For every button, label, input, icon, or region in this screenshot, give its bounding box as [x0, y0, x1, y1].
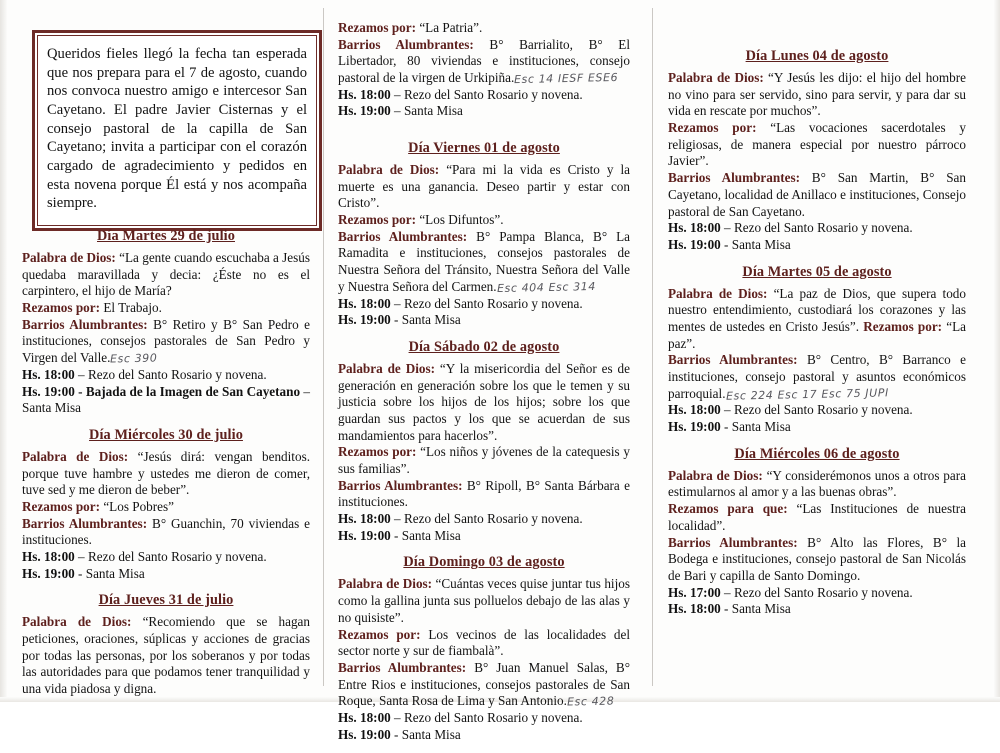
rezamos-line: [338, 212, 630, 229]
schedule-text: - Santa Misa: [394, 726, 461, 742]
schedule-line: [338, 312, 630, 329]
barrios-label: Barrios Alumbrantes:: [338, 36, 490, 52]
schedule-text: – Rezo del Santo Rosario y novena.: [394, 709, 583, 725]
palabra-de-dios-text: “Cuántas veces quise juntar tus hijos como la gallina junta sus polluelos debajo de las alas y no quisiste”.: [338, 576, 630, 625]
day-body: [22, 449, 310, 583]
schedule-line: [22, 549, 310, 566]
schedule-time: Hs. 19:00: [668, 419, 725, 435]
barrios-line: [338, 37, 630, 87]
rezamos-line: [338, 444, 630, 477]
palabra-de-dios-text: “Y Jesús les dijo: el hijo del hombre no vino para ser servido, sino para servir, y para dar su vida en rescate por muchos”.: [668, 70, 966, 119]
barrios-line: [338, 478, 630, 511]
schedule-suffix: – Santa Misa: [22, 383, 311, 416]
palabra-de-dios-text: “Y considerémonos unos a otros para estimularnos al amor y a las buenas obras”.: [668, 467, 966, 500]
palabra-de-dios-label: Palabra de Dios:: [338, 162, 447, 177]
rezamos-label: Rezamos por:: [338, 212, 420, 228]
intro-paragraph: Queridos fieles llegó la fecha tan esperada que nos prepara para el 7 de agosto, cuando nos convoca nuestro amigo e intercesor San Cayetano. El padre Javier Cisternas y el consejo pastoral de la capilla de San Cayetano; invita a participar con el corazón cargado de agradecimiento y pedidos en esta novena porque Él está y nos acompaña siempre.: [47, 46, 307, 212]
palabra-de-dios-text: “Recomiendo que se hagan peticiones, oraciones, súplicas y acciones de gracias por todas las personas, por los soberanos y por todas las autoridades para que podamos tener tranquilidad y una vida piadosa y digna.: [22, 614, 310, 697]
schedule-time: Hs. 18:00: [668, 402, 725, 418]
rezamos-text: “Los Difuntos”.: [419, 212, 504, 228]
schedule-time: Hs. 19:00: [338, 726, 395, 742]
schedule-text: – Rezo del Santo Rosario y novena.: [394, 511, 583, 527]
palabra-de-dios-text: “La paz de Dios, que supera todo nuestro entendimiento, custodiará los corazones y las mentes de ustedes en Cristo Jesús”.: [668, 285, 966, 334]
column-2-days: [338, 130, 630, 753]
day-title: Día Sábado 02 de agosto: [408, 338, 560, 355]
rezamos-text: “Los niños y jóvenes de la catequesis y sus familias”.: [338, 444, 630, 476]
palabra-de-dios-line: [668, 468, 966, 501]
rezamos-line: [338, 20, 630, 37]
rezamos-text: “Los Pobres”: [103, 498, 174, 514]
rezamos-line: [338, 627, 630, 660]
rezamos-line: [22, 499, 310, 516]
schedule-text: – Rezo del Santo Rosario y novena.: [394, 86, 583, 102]
palabra-de-dios-text: “Para mi la vida es Cristo y la muerte es una ganancia. Deseo partir y estar con Cristo”.: [338, 162, 630, 211]
palabra-de-dios-text: “La gente cuando escuchaba a Jesús quedaba maravillada y decia: ¿Éste no es el carpintero, el hijo de María?: [22, 250, 310, 299]
day-block: [22, 228, 310, 417]
palabra-de-dios-label: Palabra de Dios:: [22, 448, 138, 464]
barrios-label: Barrios Alumbrantes:: [338, 228, 477, 244]
day-block: [22, 592, 310, 697]
day-title: Día Viernes 01 de agosto: [408, 140, 560, 156]
schedule-time: Hs. 18:00: [338, 709, 395, 725]
schedule-line: [338, 727, 630, 744]
palabra-de-dios-label: Palabra de Dios:: [668, 285, 774, 301]
schedule-line: [22, 566, 310, 583]
barrios-line: [22, 317, 310, 367]
day-body: [338, 361, 630, 545]
column-2-continuation: [338, 20, 630, 120]
barrios-line: [668, 170, 966, 220]
day-body: [668, 468, 966, 618]
day-block: [338, 339, 630, 545]
barrios-text: B° Centro, B° Barranco e instituciones, consejo pastoral y asuntos económicos parroquial.: [668, 352, 966, 401]
schedule-line: [668, 237, 966, 254]
rezamos-text: “Las vocaciones sacerdotales y religiosas, de manera especial por nuestro párroco Javier”.: [668, 120, 966, 169]
barrios-label: Barrios Alumbrantes:: [668, 352, 807, 368]
day-block: [668, 446, 966, 618]
schedule-line: [668, 601, 966, 618]
schedule-time: Hs. 18:00: [22, 549, 79, 564]
rezamos-label: Rezamos por:: [859, 318, 947, 334]
day-block: [22, 427, 310, 583]
barrios-label: Barrios Alumbrantes:: [338, 477, 467, 493]
day-title: Día Miércoles 30 de julio: [89, 426, 243, 443]
schedule-line: [338, 710, 630, 727]
rezamos-line: [668, 120, 966, 170]
palabra-de-dios-line: [22, 614, 310, 697]
barrios-line: [22, 516, 310, 549]
palabra-de-dios-line: [338, 361, 630, 444]
day-body: [338, 576, 630, 743]
barrios-text: B° Alto las Flores, B° la Bodega e instituciones, consejo pastoral de San Nicolás de Bari y capilla de Santo Domingo.: [668, 534, 966, 583]
handwritten-annotation: Esc 14 IESF ESE6: [514, 70, 619, 87]
schedule-text: - Bajada de la Imagen de San Cayetano: [78, 383, 301, 399]
schedule-time: Hs. 17:00: [668, 584, 725, 600]
day-block: [668, 48, 966, 254]
palabra-de-dios-label: Palabra de Dios:: [338, 576, 436, 592]
schedule-line: [668, 419, 966, 436]
rezamos-label: Rezamos por:: [22, 300, 104, 316]
barrios-line: [668, 535, 966, 585]
schedule-text: – Rezo del Santo Rosario y novena.: [394, 295, 583, 311]
day-title: Día Domingo 03 de agosto: [403, 554, 565, 571]
schedule-time: Hs. 18:00: [338, 295, 395, 311]
barrios-line: [668, 352, 966, 402]
barrios-text: B° Guanchin, 70 viviendas e instituciones.: [22, 515, 310, 548]
rezamos-label: Rezamos para que:: [668, 501, 797, 517]
schedule-time: Hs. 18:00: [338, 511, 395, 527]
schedule-time: Hs. 18:00: [338, 86, 395, 102]
palabra-de-dios-label: Palabra de Dios:: [668, 467, 767, 483]
column-3-days: [668, 38, 966, 628]
barrios-label: Barrios Alumbrantes:: [668, 534, 808, 550]
barrios-label: Barrios Alumbrantes:: [22, 515, 153, 531]
palabra-de-dios-label: Palabra de Dios:: [22, 250, 120, 265]
palabra-de-dios-label: Palabra de Dios:: [22, 614, 143, 630]
schedule-time: Hs. 19:00: [22, 383, 79, 399]
palabra-de-dios-line: [338, 576, 630, 626]
day-body: [668, 286, 966, 436]
intro-box-inner: [37, 35, 317, 226]
schedule-text: – Rezo del Santo Rosario y novena.: [724, 220, 913, 236]
schedule-time: Hs. 19:00: [22, 565, 79, 581]
schedule-text: - Santa Misa: [78, 565, 145, 581]
rezamos-line: [668, 501, 966, 534]
rezamos-label: Rezamos por:: [668, 120, 771, 136]
schedule-line: [338, 87, 630, 104]
schedule-line: [22, 384, 310, 417]
palabra-de-dios-line: [668, 286, 966, 353]
palabra-de-dios-label: Palabra de Dios:: [668, 70, 769, 85]
day-body: [338, 162, 630, 329]
barrios-text: B° Barrialito, B° El Libertador, 80 viviendas e instituciones, consejo pastoral de la virgen de Urkipiña.: [338, 36, 630, 86]
barrios-label: Barrios Alumbrantes:: [338, 659, 475, 675]
day-title: Día Martes 05 de agosto: [742, 263, 892, 280]
day-block: [338, 554, 630, 743]
rezamos-text: “La Patria”.: [419, 20, 483, 35]
schedule-time: Hs. 19:00: [338, 527, 395, 543]
schedule-text: - Santa Misa: [724, 236, 791, 252]
day-title: Día Martes 29 de julio: [97, 228, 235, 244]
schedule-line: [22, 367, 310, 384]
day-title: Día Jueves 31 de julio: [98, 592, 234, 609]
schedule-text: – Rezo del Santo Rosario y novena.: [78, 366, 267, 382]
day-title: Día Lunes 04 de agosto: [745, 48, 889, 64]
rezamos-text: El Trabajo.: [103, 300, 162, 316]
schedule-line: [338, 103, 630, 120]
barrios-line: [338, 229, 630, 296]
schedule-text: - Santa Misa: [724, 601, 791, 617]
handwritten-annotation: Esc 428: [566, 694, 615, 709]
schedule-text: – Rezo del Santo Rosario y novena.: [78, 549, 267, 564]
schedule-line: [668, 585, 966, 602]
schedule-text: - Santa Misa: [394, 312, 461, 328]
rezamos-label: Rezamos por:: [22, 498, 104, 514]
barrios-text: B° Pampa Blanca, B° La Ramadita e instituciones, consejos pastorales de Nuestra Señora del Tránsito, Nuestra Señora del Valle y Nuestra Señora del Carmen.: [338, 228, 630, 294]
column-1-days: [22, 218, 310, 708]
schedule-line: [668, 402, 966, 419]
palabra-de-dios-text: “Jesús dirá: vengan benditos. porque tuve hambre y ustedes me dieron de comer, tuve sed y me dieron de beber”.: [22, 448, 310, 498]
rezamos-text: “La paz”.: [668, 318, 966, 351]
barrios-label: Barrios Alumbrantes:: [668, 170, 812, 186]
barrios-label: Barrios Alumbrantes:: [22, 316, 154, 332]
schedule-time: Hs. 19:00: [668, 236, 725, 252]
schedule-line: [338, 511, 630, 528]
rezamos-label: Rezamos por:: [338, 20, 420, 35]
schedule-time: Hs. 19:00: [338, 312, 395, 328]
barrios-line: [338, 660, 630, 710]
barrios-text: B° Ripoll, B° Santa Bárbara e instituciones.: [338, 477, 631, 510]
day-body: [22, 250, 310, 417]
schedule-time: Hs. 18:00: [22, 366, 79, 382]
palabra-de-dios-line: [22, 449, 310, 499]
day-title: Día Miércoles 06 de agosto: [734, 445, 900, 462]
handwritten-annotation: Esc 404 Esc 314: [496, 279, 596, 295]
barrios-text: B° Retiro y B° San Pedro e instituciones, consejos pastorales de San Pedro y Virgen del Valle.: [22, 316, 310, 366]
schedule-line: [668, 220, 966, 237]
palabra-de-dios-text: “Y la misericordia del Señor es de generación en generación sobre los que le temen y su justicia sobre los hijos de los hijos; sobre los que guardan sus pactos y los que se acuerdan de sus mandamientos para hacerlos”.: [338, 360, 630, 443]
rezamos-text: “Las Instituciones de nuestra localidad”.: [668, 501, 966, 533]
rezamos-text: Los vecinos de las localidades del sector norte y sur de fiambalà”.: [338, 626, 630, 659]
schedule-text: – Santa Misa: [394, 103, 463, 119]
schedule-line: [338, 528, 630, 545]
schedule-line: [338, 296, 630, 313]
schedule-time: Hs. 18:00: [668, 601, 725, 617]
palabra-de-dios-line: [22, 250, 310, 300]
palabra-de-dios-line: [668, 70, 966, 120]
handwritten-annotation: Esc 390: [110, 351, 158, 366]
schedule-text: - Santa Misa: [394, 527, 461, 543]
day-body: [22, 614, 310, 697]
schedule-text: – Rezo del Santo Rosario y novena.: [724, 402, 913, 418]
day-block: [338, 140, 630, 329]
palabra-de-dios-line: [338, 162, 630, 212]
barrios-text: B° Juan Manuel Salas, B° Entre Rios e instituciones, consejos pastorales de San Roque, Santa Rosa de Lima y San Antonio.: [338, 659, 630, 709]
day-body: [668, 70, 966, 254]
schedule-time: Hs. 19:00: [338, 103, 395, 119]
day-block: [668, 264, 966, 436]
palabra-de-dios-label: Palabra de Dios:: [338, 360, 440, 376]
barrios-text: B° San Martin, B° San Cayetano, localidad de Anillaco e instituciones, Consejo pastoral de San Cayetano.: [668, 170, 966, 219]
continuation-body: [338, 20, 630, 120]
schedule-text: – Rezo del Santo Rosario y novena.: [724, 584, 913, 600]
rezamos-label: Rezamos por:: [338, 626, 429, 642]
rezamos-label: Rezamos por:: [338, 444, 421, 460]
intro-box: [32, 30, 322, 231]
schedule-time: Hs. 18:00: [668, 220, 725, 236]
handwritten-annotation: Esc 224 Esc 17 Esc 75 JUPI: [725, 385, 889, 403]
schedule-text: - Santa Misa: [724, 419, 791, 435]
rezamos-line: [22, 300, 310, 317]
